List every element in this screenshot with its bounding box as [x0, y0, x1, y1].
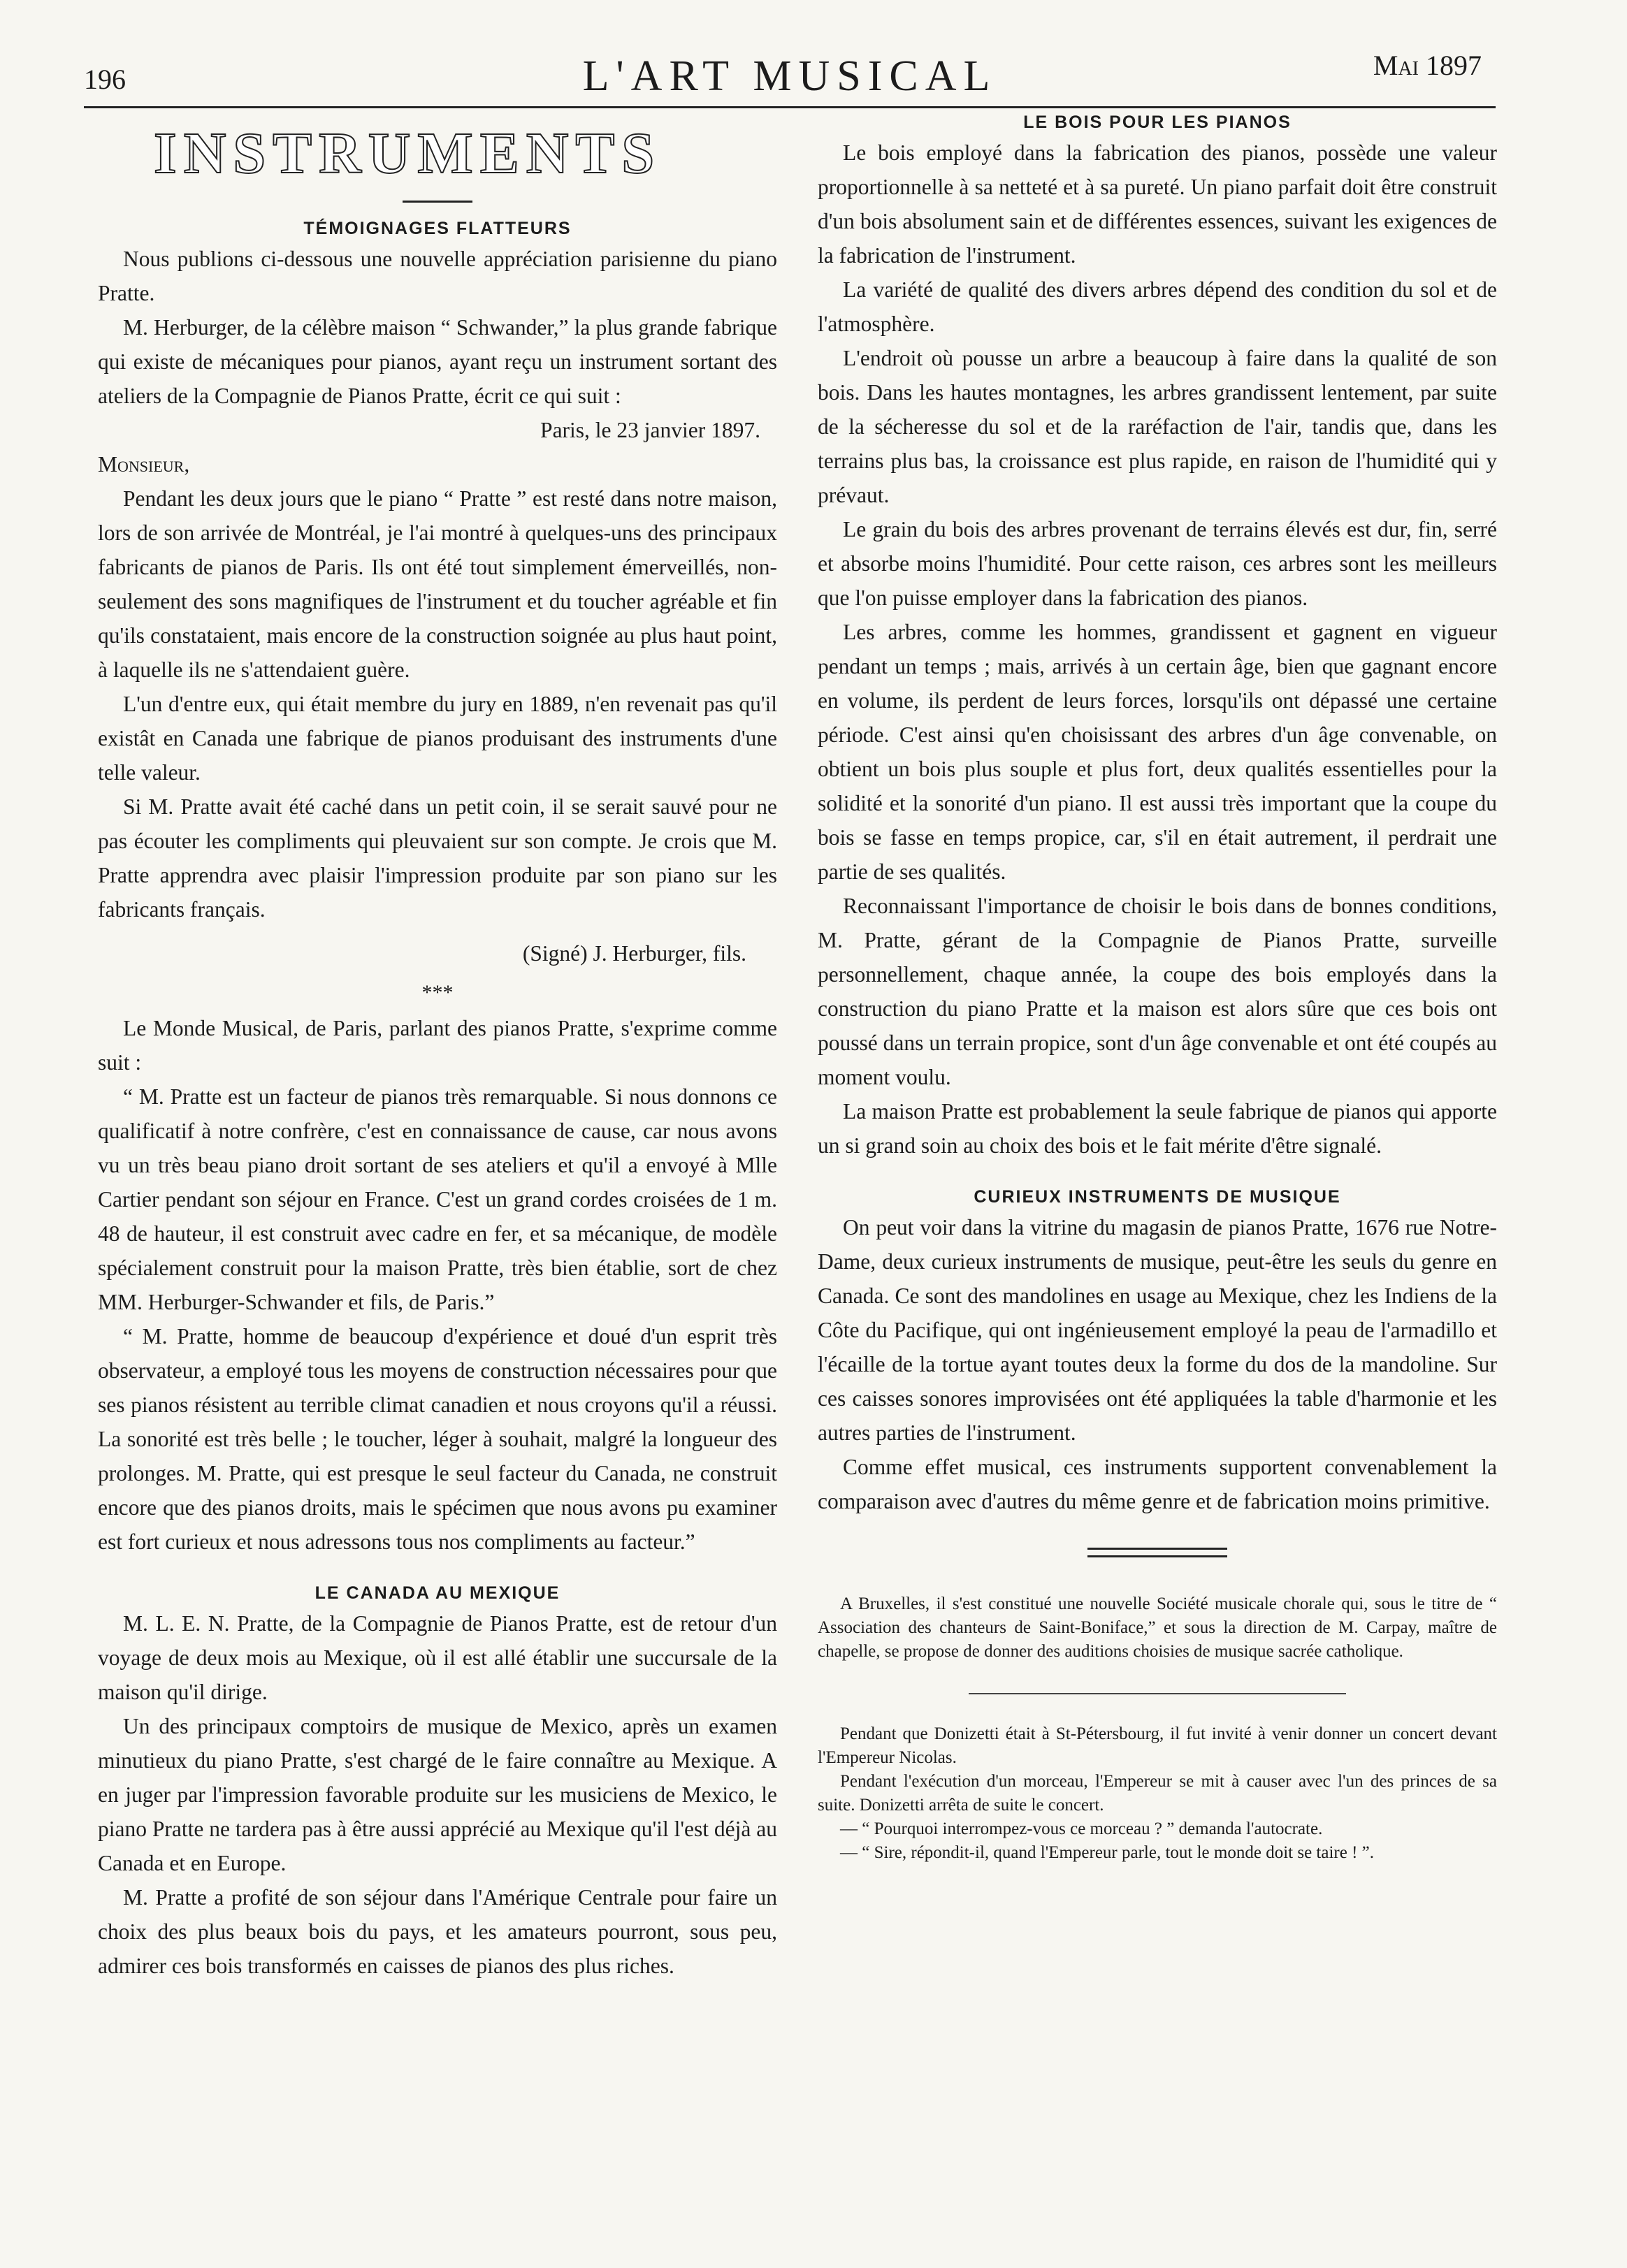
- title-rule: [403, 201, 472, 203]
- paragraph: La maison Pratte est probablement la seule fabrique de pianos qui apporte un si grand soin au choix des bois et le fait mérite d'être signalé.: [818, 1099, 1497, 1158]
- paragraph: La variété de qualité des divers arbres dépend des condition du sol et de l'atmosphère.: [818, 277, 1497, 336]
- masthead: L'ART MUSICAL: [582, 52, 997, 100]
- page-number: 196: [84, 64, 126, 95]
- paragraph: Comme effet musical, ces instruments supportent convenablement la comparaison avec d'autres du même genre et de fabrication moins primitive.: [818, 1455, 1497, 1513]
- paragraph: L'endroit où pousse un arbre a beaucoup à faire dans la qualité de son bois. Dans les hautes montagnes, les arbres grandissent lentement, par suite de la sécheresse du sol et de la raréfaction de l'air, tandis que, dans les terrains plus bas, la croissance est plus rapide, en raison de l'humidité qui y prévaut.: [818, 346, 1497, 507]
- note-paragraph: Pendant l'exécution d'un morceau, l'Empereur se mit à causer avec l'un des princes de sa suite. Donizetti arrêta de suite le concert.: [818, 1772, 1497, 1815]
- paragraph: Le bois employé dans la fabrication des pianos, possède une valeur proportionnelle à sa netteté et à sa pureté. Un piano parfait doit être construit d'un bois absolument sain et de différentes essences, suivant les exigences de la fabrication de l'instrument.: [818, 140, 1497, 268]
- note-paragraph: Pendant que Donizetti était à St-Pétersbourg, il fut invité à venir donner un concert devant l'Empereur Nicolas.: [818, 1724, 1497, 1767]
- heading-curieux-instruments: CURIEUX INSTRUMENTS DE MUSIQUE: [974, 1187, 1341, 1207]
- note-divider: [969, 1693, 1346, 1694]
- paragraph: Les arbres, comme les hommes, grandissent et gagnent en vigueur pendant un temps ; mais, arrivés à un certain âge, bien que gagnant encore en volume, ils perdent de leurs forces, lorsqu'ils ont dépassé une certaine période. C'est ainsi qu'en choisissant des arbres d'un âge convenable, on obtient un bois plus souple et plus fort, deux qualités essentielles pour la solidité et la sonorité d'un piano. Il est aussi très important que la coupe du bois se fasse en temps propice, car, s'il en était autrement, il perdrait une partie de ses qualités.: [818, 620, 1497, 884]
- page-header: [84, 36, 1496, 108]
- right-column: [818, 112, 1497, 1865]
- paragraph: M. L. E. N. Pratte, de la Compagnie de Pianos Pratte, est de retour d'un voyage de deux mois au Mexique, où il est allé établir une succursale de la maison qu'il dirige.: [98, 1611, 777, 1704]
- news-notes: [818, 1592, 1497, 1865]
- left-column: [98, 115, 777, 1983]
- paragraph: Si M. Pratte avait été caché dans un petit coin, il se serait sauvé pour ne pas écouter les compliments qui pleuvaient sur son compte. Je crois que M. Pratte apprendra avec plaisir l'impression produite par son piano sur les fabricants français.: [98, 794, 777, 922]
- paragraph: Un des principaux comptoirs de musique de Mexico, après un examen minutieux du piano Pratte, s'est chargé de le faire connaître au Mexique. A en juger par l'impression favorable produite sur les musiciens de Mexico, le piano Pratte ne tardera pas à être aussi apprécié au Mexique qu'il l'est déjà au Canada et en Europe.: [98, 1714, 777, 1875]
- section-title: INSTRUMENTS: [154, 121, 662, 186]
- heading-canada-mexique: LE CANADA AU MEXIQUE: [314, 1583, 561, 1603]
- paragraph: “ M. Pratte, homme de beaucoup d'expérience et doué d'un esprit très observateur, a employé tous les moyens de construction nécessaires pour que ses pianos résistent au terrible climat canadien et nous croyons qu'il a réussi. La sonorité est très belle ; le toucher, léger à souhait, malgré la longueur des prolonges. M. Pratte, qui est presque le seul facteur du Canada, ne construit encore que des pianos droits, mais le spécimen que nous avons pu examiner est fort curieux et nous adressons tous nos compliments au facteur.”: [98, 1324, 777, 1554]
- paragraph: Le grain du bois des arbres provenant de terrains élevés est dur, fin, serré et absorbe moins l'humidité. Pour cette raison, ces arbres sont les meilleurs que l'on puisse employer dans la fabrication des pianos.: [818, 517, 1497, 610]
- letter-place-date: Paris, le 23 janvier 1897.: [540, 418, 760, 442]
- double-rule: [1087, 1548, 1227, 1563]
- paragraph: M. Pratte a profité de son séjour dans l'Amérique Centrale pour faire un choix des plus beaux bois du pays, et les amateurs pourront, sous peu, admirer ces bois transformés en caisses de pianos des plus riches.: [98, 1885, 777, 1978]
- heading-bois-pianos: LE BOIS POUR LES PIANOS: [1023, 112, 1292, 132]
- note-paragraph: — “ Sire, répondit-il, quand l'Empereur parle, tout le monde doit se taire ! ”.: [840, 1843, 1374, 1862]
- asterism: ***: [421, 981, 454, 1004]
- paragraph: Le Monde Musical, de Paris, parlant des pianos Pratte, s'exprime comme suit :: [98, 1016, 777, 1075]
- paragraph: Reconnaissant l'importance de choisir le bois dans de bonnes conditions, M. Pratte, gérant de la Compagnie de Pianos Pratte, surveille personnellement, chaque année, la coupe des bois employés dans la construction du piano Pratte et la maison est alors sûre que ces bois ont poussé dans un terrain propice, sont d'un âge convenable et ont été coupés au moment voulu.: [818, 894, 1497, 1089]
- note-paragraph: A Bruxelles, il s'est constitué une nouvelle Société musicale chorale qui, sous le titre de “ Association des chanteurs de Saint-Boniface,” et sous la direction de M. Carpay, maître de chapelle, se propose de donner des auditions choisies de musique sacrée catholique.: [818, 1594, 1497, 1661]
- issue-date: Mai 1897: [1373, 50, 1482, 81]
- letter-signature: (Signé) J. Herburger, fils.: [522, 941, 746, 966]
- letter-salutation: Monsieur,: [98, 452, 190, 477]
- paragraph: On peut voir dans la vitrine du magasin de pianos Pratte, 1676 rue Notre-Dame, deux curieux instruments de musique, peut-être les seuls du genre en Canada. Ce sont des mandolines en usage au Mexique, chez les Indiens de la Côte du Pacifique, qui ont ingénieusement employé la peau de l'armadillo et l'écaille de la tortue ayant toutes deux la forme du dos de la mandoline. Sur ces caisses sonores improvisées ont été appliquées la table d'harmonie et les autres parties de l'instrument.: [818, 1215, 1497, 1445]
- paragraph: “ M. Pratte est un facteur de pianos très remarquable. Si nous donnons ce qualificatif à notre confrère, c'est en connaissance de cause, car nous avons vu un très beau piano droit sortant de ses ateliers et qu'il a envoyé à Mlle Cartier pendant son séjour en France. C'est un grand cordes croisées de 1 m. 48 de hauteur, il est construit avec cadre en fer, et sa mécanique, de modèle spécialement construit pour la maison Pratte, très bien établie, sort de chez MM. Herburger-Schwander et fils, de Paris.”: [98, 1084, 777, 1314]
- paragraph: Pendant les deux jours que le piano “ Pratte ” est resté dans notre maison, lors de son arrivée de Montréal, je l'ai montré à quelques-uns des principaux fabricants de pianos de Paris. Ils ont été tout simplement émerveillés, non-seulement des sons magnifiques de l'instrument et du toucher agréable et fin qu'ils constataient, mais encore de la construction soignée au plus haut point, à laquelle ils ne s'attendaient guère.: [98, 486, 777, 682]
- note-paragraph: — “ Pourquoi interrompez-vous ce morceau ? ” demanda l'autocrate.: [840, 1819, 1323, 1838]
- heading-temoignages: TÉMOIGNAGES FLATTEURS: [303, 219, 572, 238]
- paragraph: M. Herburger, de la célèbre maison “ Schwander,” la plus grande fabrique qui existe de mécaniques pour pianos, ayant reçu un instrument sortant des ateliers de la Compagnie de Pianos Pratte, écrit ce qui suit :: [98, 315, 777, 408]
- paragraph: Nous publions ci-dessous une nouvelle appréciation parisienne du piano Pratte.: [98, 247, 777, 305]
- paragraph: L'un d'entre eux, qui était membre du jury en 1889, n'en revenait pas qu'il existât en Canada une fabrique de pianos produisant des instruments d'une telle valeur.: [98, 692, 777, 785]
